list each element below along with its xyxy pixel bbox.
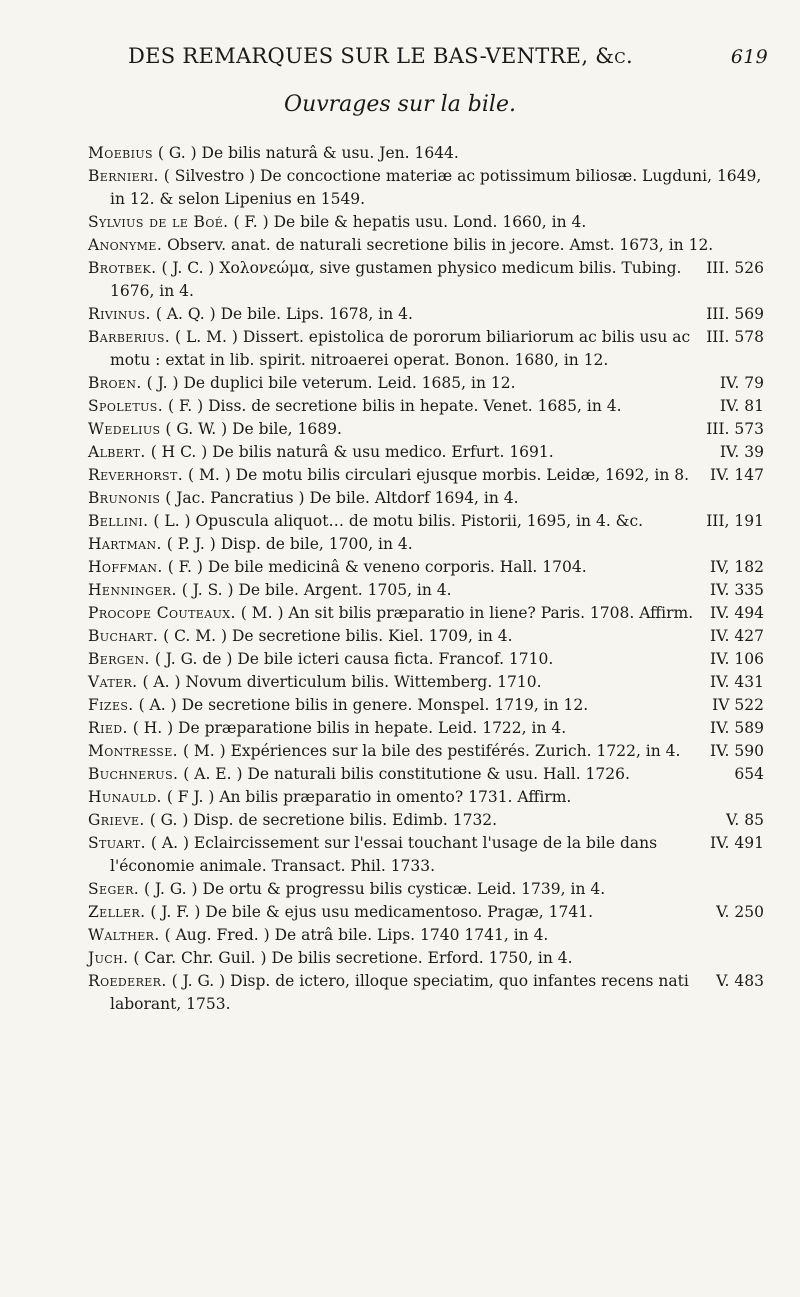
- entry-author: Reverhorst.: [88, 466, 184, 484]
- volume-reference: IV. 147: [709, 466, 764, 484]
- bibliography-entry: [88, 694, 764, 717]
- volume-reference: IV. 427: [709, 627, 764, 645]
- bibliography-entry: [88, 395, 764, 418]
- entry-text: ( J. F. ) De bile & ejus usu medicamentoso. Pragæ, 1741.: [150, 903, 594, 921]
- bibliography-entry: [88, 809, 764, 832]
- bibliography-entry: [88, 786, 764, 809]
- entry-text: ( M. ) De motu bilis circulari ejusque morbis. Leidæ, 1692, in 8.: [188, 466, 690, 484]
- bibliography-entry: [88, 418, 764, 441]
- entry-text: ( L. ) Opuscula aliquot… de motu bilis. Pistorii, 1695, in 4. &c.: [153, 512, 644, 530]
- entry-author: Seger.: [88, 880, 140, 898]
- bibliography-list: [88, 142, 764, 1016]
- entry-text: ( A. ) Eclaircissement sur l'essai touchant l'usage de la bile dans l'économie animale. Transact. Phil. 1733.: [110, 834, 658, 875]
- entry-text: ( H. ) De præparatione bilis in hepate. Leid. 1722, in 4.: [132, 719, 567, 737]
- entry-text: ( Jac. Pancratius ) De bile. Altdorf 1694, in 4.: [165, 489, 519, 507]
- entry-text: ( Aug. Fred. ) De atrâ bile. Lips. 1740 1741, in 4.: [164, 926, 549, 944]
- running-head: [128, 44, 768, 68]
- bibliography-entry: [88, 142, 764, 165]
- entry-author: Bergen.: [88, 650, 150, 668]
- entry-author: Stuart.: [88, 834, 146, 852]
- bibliography-entry: [88, 464, 764, 487]
- entry-text: ( F. ) De bile medicinâ & veneno corporis. Hall. 1704.: [167, 558, 587, 576]
- entry-text: ( J. ) De duplici bile veterum. Leid. 1685, in 12.: [146, 374, 516, 392]
- entry-author: Grieve.: [88, 811, 145, 829]
- volume-reference: IV. 335: [709, 581, 764, 599]
- entry-author: Procope Couteaux.: [88, 604, 236, 622]
- bibliography-entry: [88, 211, 764, 234]
- entry-author: Anonyme.: [88, 236, 163, 254]
- bibliography-entry: [88, 165, 764, 211]
- entry-text: ( A. Q. ) De bile. Lips. 1678, in 4.: [155, 305, 413, 323]
- entry-text: ( J. G. ) Disp. de ictero, illoque speciatim, quo infantes recens nati laborant, 1753.: [110, 972, 689, 1013]
- bibliography-entry: [88, 487, 764, 510]
- bibliography-entry: [88, 717, 764, 740]
- entry-author: Bellini.: [88, 512, 149, 530]
- entry-text: ( A. E. ) De naturali bilis constitutione & usu. Hall. 1726.: [183, 765, 630, 783]
- entry-text: ( Silvestro ) De concoctione materiæ ac potissimum biliosæ. Lugduni, 1649, in 12. & selon Lipenius en 1549.: [110, 167, 762, 208]
- entry-text: ( M. ) An sit bilis præparatio in liene? Paris. 1708. Affirm.: [240, 604, 694, 622]
- entry-text: ( M. ) Expériences sur la bile des pestiférés. Zurich. 1722, in 4.: [182, 742, 681, 760]
- volume-reference: III. 573: [706, 420, 764, 438]
- bibliography-entry: [88, 648, 764, 671]
- bibliography-entry: [88, 878, 764, 901]
- bibliography-entry: [88, 763, 764, 786]
- volume-reference: IV. 106: [709, 650, 764, 668]
- entry-author: Wedelius: [88, 420, 161, 438]
- bibliography-entry: [88, 579, 764, 602]
- volume-reference: IV. 491: [709, 834, 764, 852]
- entry-author: Hunauld.: [88, 788, 162, 806]
- entry-author: Montresse.: [88, 742, 178, 760]
- entry-author: Moebius: [88, 144, 153, 162]
- volume-reference: III. 526: [706, 259, 764, 277]
- bibliography-entry: [88, 625, 764, 648]
- entry-author: Rivinus.: [88, 305, 151, 323]
- entry-text: ( J. G. de ) De bile icteri causa ficta. Francof. 1710.: [154, 650, 554, 668]
- entry-text: ( H C. ) De bilis naturâ & usu medico. Erfurt. 1691.: [150, 443, 554, 461]
- volume-reference: IV. 589: [709, 719, 764, 737]
- entry-author: Zeller.: [88, 903, 146, 921]
- entry-text: ( G. ) Disp. de secretione bilis. Edimb. 1732.: [149, 811, 498, 829]
- entry-text: Observ. anat. de naturali secretione bilis in jecore. Amst. 1673, in 12.: [167, 236, 714, 254]
- entry-author: Brunonis: [88, 489, 161, 507]
- entry-text: ( J. G. ) De ortu & progressu bilis cysticæ. Leid. 1739, in 4.: [144, 880, 606, 898]
- volume-reference: III. 569: [706, 305, 764, 323]
- section-title: Ouvrages sur la bile.: [284, 92, 516, 117]
- bibliography-entry: [88, 740, 764, 763]
- entry-author: Fizes.: [88, 696, 134, 714]
- bibliography-entry: [88, 947, 764, 970]
- bibliography-entry: [88, 556, 764, 579]
- entry-author: Henninger.: [88, 581, 177, 599]
- bibliography-entry: [88, 234, 764, 257]
- entry-author: Ried.: [88, 719, 128, 737]
- entry-text: ( G. ) De bilis naturâ & usu. Jen. 1644.: [157, 144, 459, 162]
- entry-author: Broen.: [88, 374, 142, 392]
- entry-author: Hartman.: [88, 535, 162, 553]
- entry-author: Albert.: [88, 443, 146, 461]
- entry-text: ( P. J. ) Disp. de bile, 1700, in 4.: [166, 535, 413, 553]
- volume-reference: IV. 39: [719, 443, 764, 461]
- bibliography-entry: [88, 257, 764, 303]
- bibliography-entry: [88, 832, 764, 878]
- volume-reference: 654: [734, 765, 764, 783]
- running-title: DES REMARQUES SUR LE BAS-VENTRE, &c.: [128, 44, 634, 68]
- bibliography-entry: [88, 924, 764, 947]
- entry-text: ( F. ) Diss. de secretione bilis in hepate. Venet. 1685, in 4.: [167, 397, 622, 415]
- bibliography-entry: [88, 326, 764, 372]
- volume-reference: IV. 79: [719, 374, 764, 392]
- entry-author: Walther.: [88, 926, 160, 944]
- entry-text: ( F. ) De bile & hepatis usu. Lond. 1660, in 4.: [233, 213, 587, 231]
- entry-author: Hoffman.: [88, 558, 163, 576]
- bibliography-entry: [88, 510, 764, 533]
- bibliography-entry: [88, 901, 764, 924]
- volume-reference: IV. 81: [719, 397, 764, 415]
- entry-text: ( G. W. ) De bile, 1689.: [165, 420, 342, 438]
- entry-text: ( L. M. ) Dissert. epistolica de pororum biliariorum ac bilis usu ac motu : extat in lib. spirit. nitroaerei operat. Bonon. 1680, in 12.: [110, 328, 691, 369]
- volume-reference: V. 250: [716, 903, 764, 921]
- page-number: 619: [730, 46, 768, 68]
- entry-text: ( J. C. ) Χολονεώμα, sive gustamen physico medicum bilis. Tubing. 1676, in 4.: [110, 259, 682, 300]
- volume-reference: V. 85: [725, 811, 764, 829]
- bibliography-entry: [88, 303, 764, 326]
- bibliography-entry: [88, 970, 764, 1016]
- volume-reference: IV, 182: [709, 558, 764, 576]
- volume-reference: IV 522: [712, 696, 764, 714]
- entry-author: Roederer.: [88, 972, 167, 990]
- entry-text: ( A. ) Novum diverticulum bilis. Wittemberg. 1710.: [142, 673, 542, 691]
- bibliography-entry: [88, 671, 764, 694]
- volume-reference: III. 578: [706, 328, 764, 346]
- volume-reference: IV. 494: [709, 604, 764, 622]
- entry-text: ( Car. Chr. Guil. ) De bilis secretione. Erford. 1750, in 4.: [133, 949, 573, 967]
- volume-reference: IV. 590: [709, 742, 764, 760]
- entry-author: Buchnerus.: [88, 765, 179, 783]
- entry-author: Barberius.: [88, 328, 171, 346]
- bibliography-entry: [88, 372, 764, 395]
- entry-author: Bernieri.: [88, 167, 159, 185]
- entry-author: Spoletus.: [88, 397, 164, 415]
- bibliography-entry: [88, 602, 764, 625]
- entry-author: Juch.: [88, 949, 129, 967]
- entry-author: Vater.: [88, 673, 138, 691]
- entry-author: Sylvius de le Boé.: [88, 213, 229, 231]
- entry-text: ( F J. ) An bilis præparatio in omento? 1731. Affirm.: [166, 788, 572, 806]
- entry-author: Brotbek.: [88, 259, 157, 277]
- entry-text: ( A. ) De secretione bilis in genere. Monspel. 1719, in 12.: [138, 696, 589, 714]
- bibliography-entry: [88, 533, 764, 556]
- bibliography-entry: [88, 441, 764, 464]
- volume-reference: III, 191: [706, 512, 764, 530]
- volume-reference: V. 483: [716, 972, 764, 990]
- entry-text: ( C. M. ) De secretione bilis. Kiel. 1709, in 4.: [163, 627, 513, 645]
- entry-author: Buchart.: [88, 627, 159, 645]
- entry-text: ( J. S. ) De bile. Argent. 1705, in 4.: [181, 581, 452, 599]
- volume-reference: IV. 431: [709, 673, 764, 691]
